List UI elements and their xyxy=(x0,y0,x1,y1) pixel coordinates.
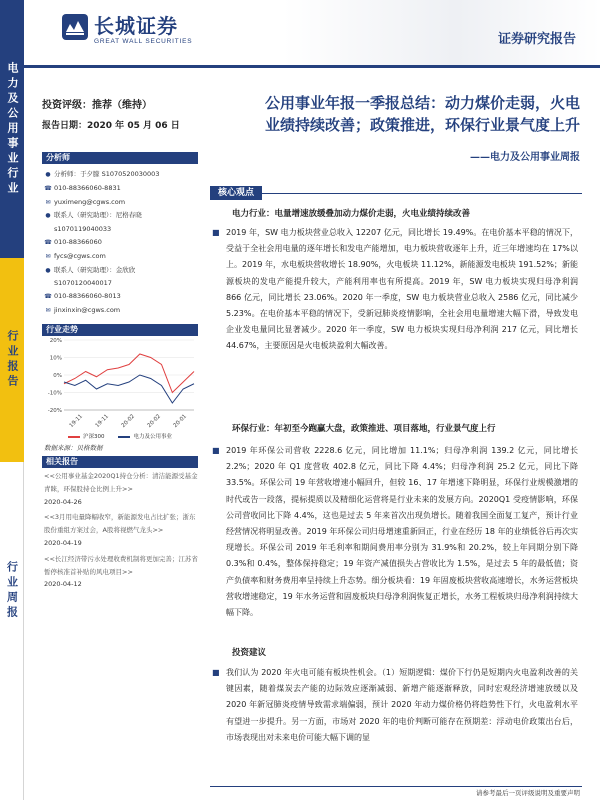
analyst-line xyxy=(44,250,200,264)
analyst-line xyxy=(44,264,200,278)
y-tick-label: 10% xyxy=(49,355,62,362)
related-report-date: 2020-04-26 xyxy=(44,497,82,506)
phone-icon: ☎ xyxy=(44,293,52,301)
analyst-line-text: s1070119040033 xyxy=(54,225,112,234)
x-tick-label: 20-02 xyxy=(146,413,163,430)
y-tick-label: 20% xyxy=(49,338,62,344)
x-tick-label: 20-02 xyxy=(120,413,137,430)
analyst-line xyxy=(44,168,200,182)
core-views-heading xyxy=(210,180,582,198)
series-line xyxy=(64,375,194,403)
related-report-title[interactable]: <<公用事业基金2020Q1持仓分析：清洁能源受基金青睐，环保股持仓比例上升>> xyxy=(44,472,198,493)
analyst-list xyxy=(44,168,200,318)
side-bar-weekly-label: 行业周报 xyxy=(5,561,19,621)
legend-item xyxy=(118,432,172,440)
analyst-heading: 分析师 xyxy=(42,152,198,164)
analyst-line-text: S1070120040017 xyxy=(54,279,112,288)
x-tick-label: 20-01 xyxy=(172,413,189,430)
related-report-title[interactable]: <<3月用电量降幅收窄，新能源发电占比扩张；浙东股份重组方案过会，A股将视燃气龙头>> xyxy=(44,513,196,535)
x-tick-label: 19-11 xyxy=(68,413,85,430)
title-line-1: 公用事业年报一季报总结：动力煤价走弱，火电 xyxy=(264,94,580,112)
y-tick-label: -10% xyxy=(47,390,62,397)
bullet-icon: ■ xyxy=(212,446,220,455)
power-paragraph: 2019 年，SW 电力板块营业总收入 12207 亿元，同比增长 19.49%。在电价基本平稳的情况下，受益于全社会用电量的逐年增长和发电产能增加，电力板块营收逐年上升，近三年增速均在 17%以上。2019 年，水电板块营收增长 18.90%，火电板块 11.12%，新能源发电板块 191.52%；新能源板块的发电产能提升较大，产能利用率也有所提高。2019 年，SW 电力板块实现归母净利润 866 亿元，同比增长 23.06%。2020 年一季度，SW 电力板块营业总收入 2586 亿元，同比减少 5.23%。在电价基本平稳的情况下，受新冠肺炎疫情影响，全社会用电量增速大幅下滑，导致发电企业发电量同比显著减少。2020 年一季度，SW 电力板块实现归母净利润 217 亿元，同比增长 44.67%，主要原因是火电板块盈利大幅改善。 xyxy=(226,228,578,351)
bullet-icon: ■ xyxy=(212,668,220,677)
title-line-2: 业绩持续改善；政策推进，环保行业景气度上升 xyxy=(264,116,580,134)
related-reports-list xyxy=(44,470,202,594)
series-line xyxy=(64,354,194,393)
data-source-note: 数据来源：贝格数据 xyxy=(44,444,103,452)
logo-text-en: GREAT WALL SECURITIES xyxy=(94,38,193,45)
person-icon: ● xyxy=(45,171,51,178)
related-report-title[interactable]: <<长江经济带污水处理收费机制将更加完善；江苏省暂停核准首补贴的风电项目>> xyxy=(44,554,198,576)
legend-swatch xyxy=(68,436,80,438)
mail-icon: ✉ xyxy=(45,252,51,260)
report-date: 报告日期：2020 年 05 月 06 日 xyxy=(42,121,180,131)
side-bar-industry-label: 电力及公用事业行业 xyxy=(6,61,19,197)
analyst-line xyxy=(44,196,200,210)
page-header xyxy=(24,0,600,68)
footer-divider xyxy=(210,786,582,787)
report-kind: 证券研究报告 xyxy=(497,32,576,47)
chart-legend xyxy=(42,432,198,440)
analyst-line xyxy=(44,182,200,196)
analyst-line xyxy=(44,223,200,236)
core-views-label: 核心观点 xyxy=(210,186,262,200)
analyst-line xyxy=(44,209,200,223)
logo-text: 长城证券 xyxy=(94,14,178,38)
report-subtitle: ——电力及公用事业周报 xyxy=(470,152,580,163)
analyst-line xyxy=(44,236,200,250)
phone-icon: ☎ xyxy=(44,184,52,192)
y-tick-label: -20% xyxy=(47,408,62,414)
related-heading: 相关报告 xyxy=(42,456,198,468)
y-tick-label: 0% xyxy=(53,373,62,379)
legend-label: 电力及公用事业 xyxy=(133,434,172,440)
investment-rating: 投资评级：推荐（维持） xyxy=(42,100,152,111)
analyst-line xyxy=(44,277,200,290)
phone-icon: ☎ xyxy=(44,238,52,246)
advice-paragraph: 我们认为 2020 年火电可能有板块性机会。（1）短期逻辑：煤价下行仍是短期内火电盈利改善的关键因素，随着煤炭去产能的边际效应逐渐减弱、新增产能逐渐释放，同时宏观经济增速放缓以及 2020 年新冠肺炎疫情导致需求端偏弱，预计 2020 年动力煤价格仍将趋势性下行，火电盈利水平有望进一步提升。另一方面，市场对 2020 年的电价判断可能存在预期差：浮动电价政策出台后，市场表现出对未来电价可能大幅下调的显 xyxy=(226,668,578,742)
mail-icon: ✉ xyxy=(45,198,51,206)
bullet-icon: ■ xyxy=(212,228,220,237)
side-bar-industry xyxy=(0,0,24,258)
person-icon: ● xyxy=(45,212,51,220)
side-bar-weekly xyxy=(0,462,24,800)
investment-advice-heading: 投资建议 xyxy=(232,648,267,658)
analyst-line-text: jinxinxin@cgws.com xyxy=(54,305,121,314)
trend-heading: 行业走势 xyxy=(42,324,198,336)
env-industry-heading: 环保行业：年初至今跑赢大盘，政策推进、项目落地，行业景气度上行 xyxy=(232,424,496,434)
related-report-date: 2020-04-12 xyxy=(44,580,82,589)
legend-item xyxy=(68,432,105,440)
analyst-line xyxy=(44,290,200,304)
industry-trend-chart xyxy=(42,336,198,432)
legend-label: 沪深300 xyxy=(82,434,105,440)
side-bar-report-label: 行业报告 xyxy=(6,330,19,390)
analyst-line-text: 010-88366060-8013 xyxy=(54,292,121,301)
env-paragraph: 2019 年环保公司营收 2228.6 亿元，同比增加 11.1%；归母净利润 139.2 亿元，同比增长 2.2%；2020 年 Q1 度营收 402.8 亿元，同比下降 4.4%；归母净利润 25.2 亿元，同比下降 33.5%。环保公司 19 年营收增速小幅回升，但较 16、17 年增速下降明显，环保行业规模激增的时代或告一段落，提标提质以及精细化运营将是行业未来的发展方向。2020Q1 受疫情影响，环保公司营收同比下降 4.4%，这也是过去 5 年来首次出现负增长。随着我国全面复工复产，预计行业经营情况将明显改善。2019 年环保公司归母增速重新回正，行业在经历 18 年的业绩低谷后再次实现增长。环保公司 2019 年毛利率和期间费用率分别为 31.9%和 20.2%，较上年同期分别下降 0.3%和 0.4%，整体保持稳定；19 年资产减值损失占营收比为 1.5%，是过去 5 年的最低值；资产负债率和财务费用率呈持续上升态势。细分板块看：19 年固废板块营收高速增长，水务运营板块营收增速稳定，19 年水务运营和固废板块归母净利润恢复正增长，水务工程板块归母净利润持续大幅下降。 xyxy=(226,446,578,618)
x-tick-label: 19-11 xyxy=(94,413,111,430)
analyst-line-text: 010-88366060 xyxy=(54,237,102,246)
analyst-line-text: 联系人（研究助理）：金欣欣 xyxy=(54,265,136,274)
legend-swatch xyxy=(118,436,130,438)
great-wall-logo-icon xyxy=(60,12,90,42)
report-title xyxy=(214,92,580,136)
person-icon: ● xyxy=(45,266,51,274)
analyst-line-text: fycs@cgws.com xyxy=(54,251,106,260)
analyst-line-text: 分析师：于夕朦 S1070520030003 xyxy=(54,170,160,178)
footer-note: 请参考最后一页评级说明及重要声明 xyxy=(476,789,580,797)
analyst-line-text: 联系人（研究助理）：尼格春晓 xyxy=(54,211,142,220)
analyst-line-text: 010-88366060-8831 xyxy=(54,183,121,192)
analyst-line xyxy=(44,304,200,318)
power-industry-heading: 电力行业：电量增速放缓叠加动力煤价走弱，火电业绩持续改善 xyxy=(232,209,471,219)
related-report-date: 2020-04-19 xyxy=(44,538,82,547)
trend-chart-svg xyxy=(42,336,198,432)
mail-icon: ✉ xyxy=(45,306,51,314)
analyst-line-text: yuximeng@cgws.com xyxy=(54,197,126,206)
side-bar-report xyxy=(0,258,24,462)
